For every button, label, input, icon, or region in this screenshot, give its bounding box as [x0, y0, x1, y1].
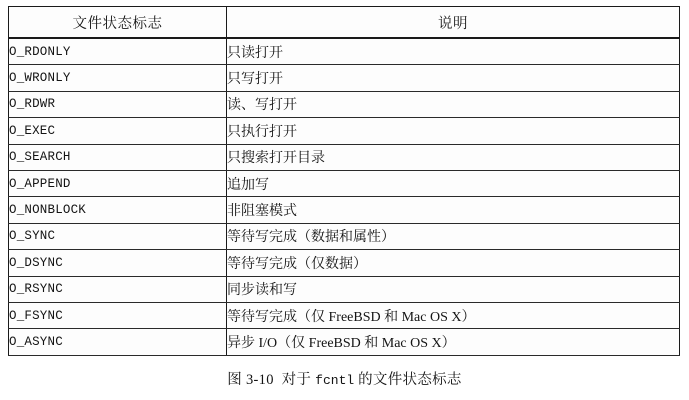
table-row — [9, 65, 680, 91]
table-row — [9, 223, 680, 249]
flag-description: 等待写完成（仅 FreeBSD 和 Mac OS X） — [227, 302, 680, 328]
figure-caption-number: 图 3-10 — [227, 372, 274, 388]
flag-name: O_SYNC — [9, 223, 227, 249]
flag-name: O_NONBLOCK — [9, 197, 227, 223]
column-header-flag: 文件状态标志 — [9, 7, 227, 39]
table-row — [9, 250, 680, 276]
flag-name: O_FSYNC — [9, 302, 227, 328]
flag-name: O_RSYNC — [9, 276, 227, 302]
flag-name: O_DSYNC — [9, 250, 227, 276]
table-row — [9, 197, 680, 223]
flag-description: 等待写完成（仅数据） — [227, 250, 680, 276]
table-row — [9, 118, 680, 144]
flag-description: 追加写 — [227, 170, 680, 196]
flag-description: 异步 I/O（仅 FreeBSD 和 Mac OS X） — [227, 329, 680, 355]
figure-caption-suffix: 的文件状态标志 — [358, 372, 462, 388]
table-row — [9, 39, 680, 65]
flag-description: 等待写完成（数据和属性） — [227, 223, 680, 249]
figure-caption — [0, 368, 689, 389]
flag-name: O_APPEND — [9, 170, 227, 196]
flag-name: O_EXEC — [9, 118, 227, 144]
figure-caption-middle: 对于 — [281, 372, 312, 388]
flag-description: 只执行打开 — [227, 118, 680, 144]
table-row — [9, 302, 680, 328]
flag-description: 非阻塞模式 — [227, 197, 680, 223]
flag-description: 读、写打开 — [227, 91, 680, 117]
table-row — [9, 276, 680, 302]
flag-name: O_RDWR — [9, 91, 227, 117]
flag-description: 只搜索打开目录 — [227, 144, 680, 170]
file-status-flags-table — [8, 6, 680, 356]
file-status-flags-table-container — [8, 6, 680, 356]
column-header-description: 说明 — [227, 7, 680, 39]
flag-name: O_RDONLY — [9, 39, 227, 65]
flag-name: O_WRONLY — [9, 65, 227, 91]
flag-name: O_ASYNC — [9, 329, 227, 355]
table-row — [9, 91, 680, 117]
table-row — [9, 144, 680, 170]
flag-name: O_SEARCH — [9, 144, 227, 170]
table-row — [9, 329, 680, 355]
table-header-row — [9, 7, 680, 39]
flag-description: 只写打开 — [227, 65, 680, 91]
flag-description: 同步读和写 — [227, 276, 680, 302]
figure-caption-code: fcntl — [315, 373, 355, 388]
flag-description: 只读打开 — [227, 39, 680, 65]
table-row — [9, 170, 680, 196]
